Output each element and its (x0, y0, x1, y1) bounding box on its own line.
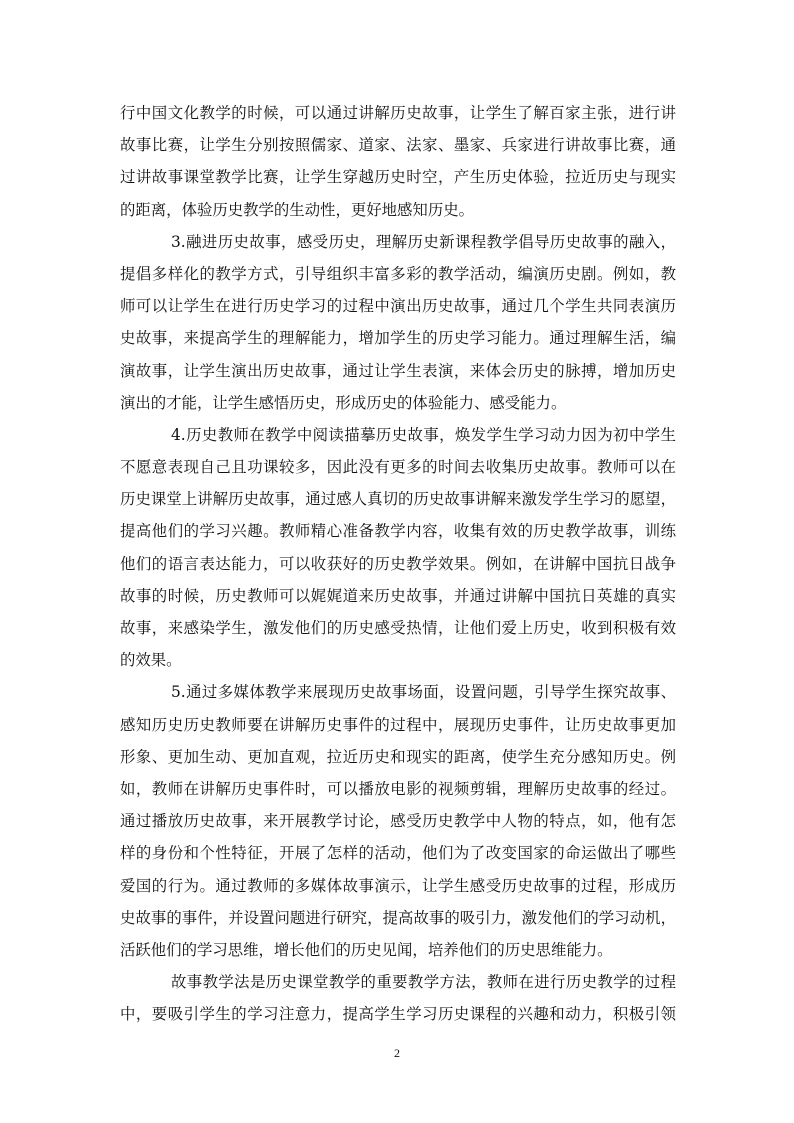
text-line: 爱国的行为。通过教师的多媒体故事演示，让学生感受历史故事的过程，形成历 (120, 876, 676, 895)
text-line: 故事比赛，让学生分别按照儒家、道家、法家、墨家、兵家进行讲故事比赛，通 (120, 136, 676, 155)
text-line: 行中国文化教学的时候，可以通过讲解历史故事，让学生了解百家主张，进行讲 (120, 104, 676, 122)
text-line: 过讲故事课堂教学比赛，让学生穿越历史时空，产生历史体验，拉近历史与现实 (120, 168, 676, 187)
text-line: 他们的语言表达能力，可以收获好的历史教学效果。例如，在讲解中国抗日战争 (120, 554, 676, 573)
text-line: 的距离，体验历史教学的生动性，更好地感知历史。 (120, 200, 474, 219)
text-line: 故事，来感染学生，激发他们的历史感受热情，让他们爱上历史，收到积极有效 (120, 619, 676, 637)
body-text (120, 97, 676, 1030)
text-line: 师可以让学生在进行历史学习的过程中演出历史故事，通过几个学生共同表演历 (120, 297, 676, 316)
text-line: 的效果。 (120, 651, 182, 670)
text-line: 不愿意表现自己且功课较多，因此没有更多的时间去收集历史故事。教师可以在 (120, 458, 676, 477)
text-line: 通过播放历史故事，来开展教学讨论，感受历史教学中人物的特点，如，他有怎 (120, 812, 676, 831)
text-line: 演出的才能，让学生感悟历史，形成历史的体验能力、感受能力。 (120, 393, 567, 412)
text-line: 如，教师在讲解历史事件时，可以播放电影的视频剪辑，理解历史故事的经过。 (120, 779, 676, 798)
text-line: 形象、更加生动、更加直观，拉近历史和现实的距离，使学生充分感知历史。例 (120, 747, 676, 766)
text-line: 史故事，来提高学生的理解能力，增加学生的历史学习能力。通过理解生活，编 (120, 329, 676, 348)
text-line: 故事的时候，历史教师可以娓娓道来历史故事，并通过讲解中国抗日英雄的真实 (120, 586, 676, 605)
text-line: 中，要吸引学生的学习注意力，提高学生学习历史课程的兴趣和动力，积极引领 (120, 1005, 676, 1024)
text-line: 活跃他们的学习思维，增长他们的历史见闻，培养他们的历史思维能力。 (120, 940, 613, 959)
text-line: 样的身份和个性特征，开展了怎样的活动，他们为了改变国家的命运做出了哪些 (120, 844, 676, 863)
text-line: 提倡多样化的教学方式，引导组织丰富多彩的教学活动，编演历史剧。例如，教 (120, 264, 676, 283)
text-line: 史故事的事件，并设置问题进行研究，提高故事的吸引力，激发他们的学习动机， (120, 908, 676, 927)
text-line: 演故事，让学生演出历史故事，通过让学生表演，来体会历史的脉搏，增加历史 (120, 361, 676, 380)
text-line: 故事教学法是历史课堂教学的重要教学方法，教师在进行历史教学的过程 (171, 973, 676, 992)
text-line: 4.历史教师在教学中阅读描摹历史故事，焕发学生学习动力因为初中学生 (171, 425, 676, 444)
text-line: 5.通过多媒体教学来展现历史故事场面，设置问题，引导学生探究故事、 (171, 683, 676, 702)
text-line: 提高他们的学习兴趣。教师精心准备教学内容，收集有效的历史教学故事，训练 (120, 522, 676, 541)
text-line: 3.融进历史故事，感受历史，理解历史新课程教学倡导历史故事的融入， (171, 232, 676, 251)
text-line: 历史课堂上讲解历史故事，通过感人真切的历史故事讲解来激发学生学习的愿望， (120, 490, 676, 509)
page-number: 2 (394, 1046, 400, 1060)
text-line: 感知历史历史教师要在讲解历史事件的过程中，展现历史事件，让历史故事更加 (120, 715, 676, 734)
